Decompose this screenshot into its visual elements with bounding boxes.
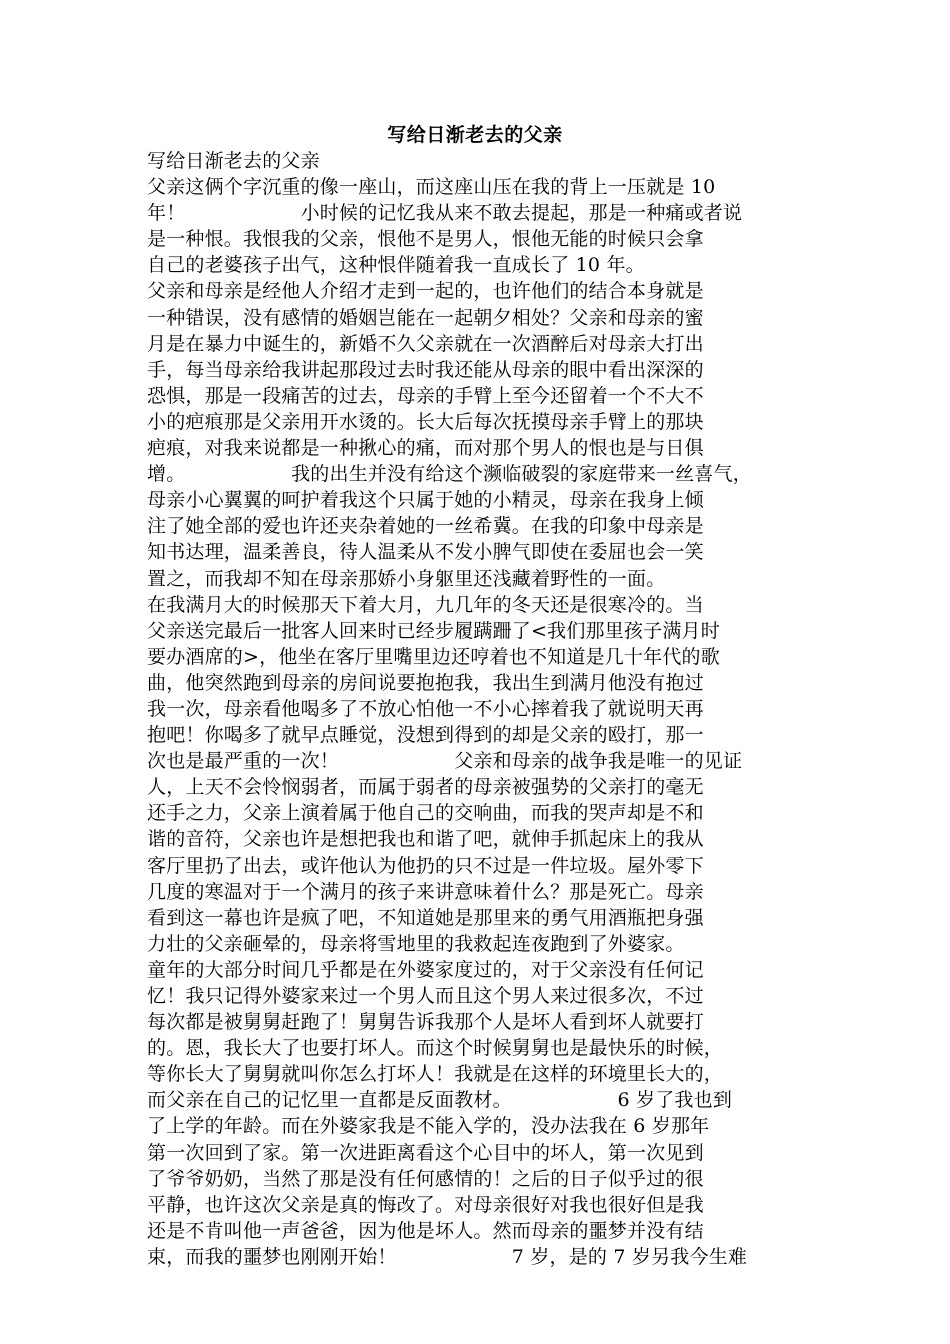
text-line: 小的疤痕那是父亲用开水烫的。长大后每次抚摸母亲手臂上的那块 (147, 410, 704, 433)
text-line: 几度的寒温对于一个满月的孩子来讲意味着什么？那是死亡。母亲 (147, 880, 704, 903)
text-line: 等你长大了舅舅就叫你怎么打坏人！我就是在这样的环境里长大的， (147, 1063, 724, 1086)
text-line: 童年的大部分时间几乎都是在外婆家度过的，对于父亲没有任何记 (147, 958, 704, 981)
text-line: 谐的音符，父亲也许是想把我也和谐了吧，就伸手抓起床上的我从 (147, 828, 704, 851)
text-line: 忆！我只记得外婆家来过一个男人而且这个男人来过很多次，不过 (147, 985, 704, 1007)
text-line: 了爷爷奶奶，当然了那是没有任何感情的！之后的日子似乎过的很 (147, 1167, 704, 1190)
text-line: 的。恩，我长大了也要打坏人。而这个时候舅舅也是最快乐的时候， (147, 1037, 724, 1060)
text-line: 自己的老婆孩子出气，这种恨伴随着我一直成长了 10 年。 (147, 254, 645, 277)
text-line: 人，上天不会怜悯弱者，而属于弱者的母亲被强势的父亲打的毫无 (147, 776, 704, 799)
text-line: 看到这一幕也许是疯了吧，不知道她是那里来的勇气用酒瓶把身强 (147, 906, 704, 929)
text-line: 增。 我的出生并没有给这个濒临破裂的家庭带来一丝喜气， (147, 463, 752, 486)
text-line: 抱吧！你喝多了就早点睡觉，没想到得到的却是父亲的殴打，那一 (147, 724, 704, 747)
text-line: 第一次回到了家。第一次进距离看这个心目中的坏人，第一次见到 (147, 1141, 704, 1164)
text-line: 在我满月大的时候那天下着大月，九几年的冬天还是很寒冷的。当 (147, 593, 704, 616)
text-line: 手，每当母亲给我讲起那段过去时我还能从母亲的眼中看出深深的 (147, 358, 704, 381)
document-title: 写给日渐老去的父亲 (387, 124, 563, 146)
text-line: 母亲小心翼翼的呵护着我这个只属于她的小精灵，母亲在我身上倾 (147, 489, 704, 512)
text-line: 力壮的父亲砸晕的，母亲将雪地里的我救起连夜跑到了外婆家。 (147, 932, 685, 955)
text-line: 束，而我的噩梦也刚刚开始！ 7 岁，是的 7 岁另我今生难 (147, 1245, 748, 1268)
text-line: 一种错误，没有感情的婚姻岂能在一起朝夕相处？父亲和母亲的蜜 (147, 306, 704, 329)
text-line: 了上学的年龄。而在外婆家我是不能入学的，没办法我在 6 岁那年 (147, 1115, 710, 1138)
text-line: 我一次，母亲看他喝多了不放心怕他一不小心摔着我了就说明天再 (147, 697, 704, 720)
text-line: 平静，也许这次父亲是真的悔改了。对母亲很好对我也很好但是我 (147, 1193, 704, 1216)
text-line: 还手之力，父亲上演着属于他自己的交响曲，而我的哭声却是不和 (147, 802, 704, 825)
text-line: 疤痕，对我来说都是一种揪心的痛，而对那个男人的恨也是与日俱 (147, 437, 704, 460)
text-line: 客厅里扔了出去，或许他认为他扔的只不过是一件垃圾。屋外零下 (147, 854, 704, 877)
text-line: 年！ 小时候的记忆我从来不敢去提起，那是一种痛或者说 (147, 202, 743, 225)
text-line: 写给日渐老去的父亲 (147, 150, 320, 172)
text-line: 父亲这俩个字沉重的像一座山，而这座山压在我的背上一压就是 10 (147, 176, 716, 199)
document-body (147, 148, 812, 1270)
text-line: 恐惧，那是一段痛苦的过去，母亲的手臂上至今还留着一个不大不 (147, 384, 704, 407)
text-line: 而父亲在自己的记忆里一直都是反面教材。 6 岁了我也到 (147, 1089, 733, 1112)
text-line: 是一种恨。我恨我的父亲，恨他不是男人，恨他无能的时候只会拿 (147, 228, 704, 251)
text-line: 月是在暴力中诞生的，新婚不久父亲就在一次酒醉后对母亲大打出 (147, 332, 704, 355)
text-line: 置之，而我却不知在母亲那娇小身躯里还浅藏着野性的一面。 (147, 567, 666, 590)
text-line: 次也是最严重的一次！ 父亲和母亲的战争我是唯一的见证 (147, 750, 743, 773)
text-line: 知书达理，温柔善良，待人温柔从不发小脾气即使在委屈也会一笑 (147, 541, 704, 564)
text-line: 每次都是被舅舅赶跑了！舅舅告诉我那个人是坏人看到坏人就要打 (147, 1011, 704, 1034)
text-line: 父亲送完最后一批客人回来时已经步履蹒跚了<我们那里孩子满月时 (147, 619, 720, 642)
text-line: 注了她全部的爱也许还夹杂着她的一丝希冀。在我的印象中母亲是 (147, 515, 704, 538)
text-line: 父亲和母亲是经他人介绍才走到一起的，也许他们的结合本身就是 (147, 280, 704, 303)
text-line: 要办酒席的>，他坐在客厅里嘴里边还哼着也不知道是几十年代的歌 (147, 645, 720, 668)
text-line: 还是不肯叫他一声爸爸，因为他是坏人。然而母亲的噩梦并没有结 (147, 1219, 704, 1242)
text-line: 曲，他突然跑到母亲的房间说要抱抱我，我出生到满月他没有抱过 (147, 671, 704, 694)
